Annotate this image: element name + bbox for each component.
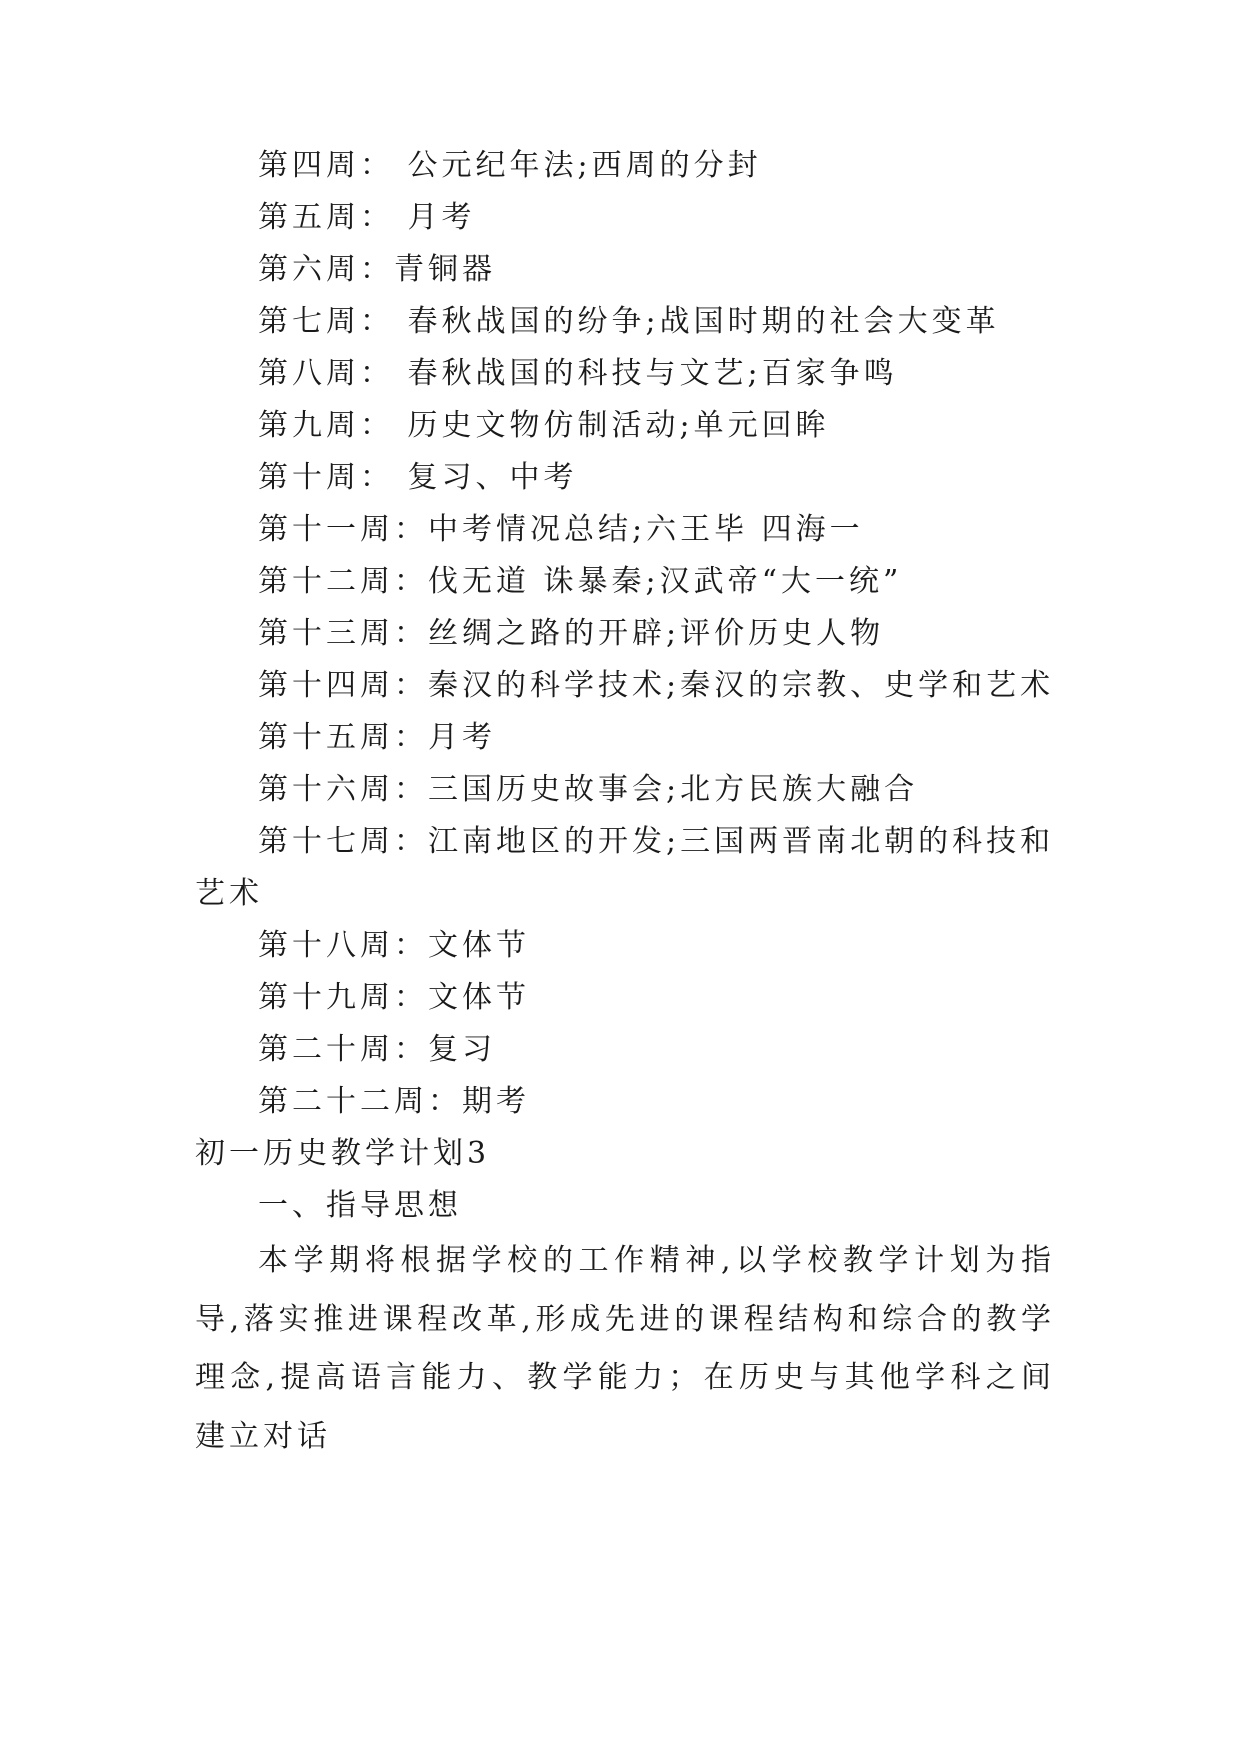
week-line-20: 第二十周：复习 — [258, 1032, 496, 1067]
week-line-15: 第十五周：月考 — [258, 720, 496, 755]
week-line-13: 第十三周：丝绸之路的开辟;评价历史人物 — [258, 616, 885, 651]
week-line-8: 第八周： 春秋战国的科技与文艺;百家争鸣 — [258, 356, 898, 391]
week-line-11: 第十一周：中考情况总结;六王毕 四海一 — [258, 512, 864, 547]
week-line-19: 第十九周：文体节 — [258, 980, 530, 1015]
week-line-5: 第五周： 月考 — [258, 200, 476, 235]
week-line-9: 第九周： 历史文物仿制活动;单元回眸 — [258, 408, 830, 443]
week-line-17: 第十七周：江南地区的开发;三国两晋南北朝的科技和 — [258, 824, 1055, 859]
week-line-14: 第十四周：秦汉的科学技术;秦汉的宗教、史学和艺术 — [258, 668, 1055, 703]
week-line-12: 第十二周：伐无道 诛暴秦;汉武帝“大一统” — [258, 564, 903, 599]
week-line-4: 第四周： 公元纪年法;西周的分封 — [258, 148, 762, 183]
week-line-18: 第十八周：文体节 — [258, 928, 530, 963]
week-line-16: 第十六周：三国历史故事会;北方民族大融合 — [258, 772, 919, 807]
week-line-10: 第十周： 复习、中考 — [258, 460, 578, 495]
week-line-7: 第七周： 春秋战国的纷争;战国时期的社会大变革 — [258, 304, 1000, 339]
week-line-22: 第二十二周：期考 — [258, 1084, 530, 1119]
section-title: 初一历史教学计划3 — [195, 1136, 491, 1171]
week-line-6: 第六周：青铜器 — [258, 252, 496, 287]
week-line-17-continued: 艺术 — [195, 876, 263, 911]
subsection-title: 一、指导思想 — [258, 1188, 462, 1223]
body-paragraph: 本学期将根据学校的工作精神,以学校教学计划为指导,落实推进课程改革,形成先进的课程结构和综合的教学理念,提高语言能力、教学能力；在历史与其他学科之间建立对话 — [195, 1243, 1055, 1454]
